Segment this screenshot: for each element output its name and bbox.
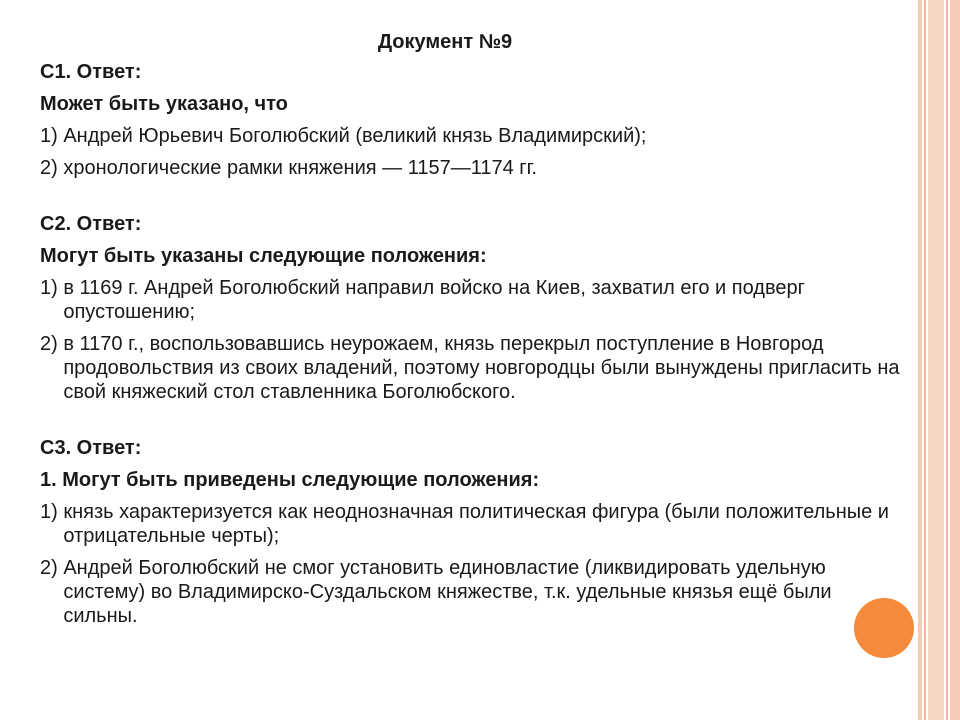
document-title: Документ №9 [377, 31, 513, 53]
stripe [946, 0, 948, 720]
section-heading: С2. Ответ: [40, 213, 142, 235]
list-item [40, 276, 900, 324]
section-heading: С1. Ответ: [40, 61, 142, 83]
section-c1 [40, 60, 900, 180]
section-heading: С3. Ответ: [40, 437, 142, 459]
list-item [40, 156, 900, 180]
item-text: Андрей Боголюбский не смог установить единовластие (ликвидировать удельную систему) во Владимирско-Суздальском княжестве, т.к. удельные князья ещё были сильны. [63, 557, 832, 627]
item-text: Андрей Юрьевич Боголюбский (великий князь Владимирский); [63, 125, 647, 147]
stripe [924, 0, 926, 720]
item-number: 1) [40, 501, 64, 523]
item-number: 2) [40, 157, 64, 179]
list-item [40, 124, 900, 148]
stripe [950, 0, 960, 720]
list-item [40, 556, 900, 628]
section-c2 [40, 212, 900, 404]
section-intro: Могут быть указаны следующие положения: [40, 245, 487, 267]
section-c3 [40, 436, 900, 628]
stripe [918, 0, 922, 720]
section-intro: 1. Могут быть приведены следующие положения: [40, 469, 540, 491]
item-number: 1) [40, 125, 64, 147]
item-text: в 1170 г., воспользовавшись неурожаем, князь перекрыл поступление в Новгород продовольствия из своих владений, поэтому новгородцы были вынуждены пригласить на свой княжеский стол ставленника Боголюбского. [63, 333, 900, 403]
slide-content [40, 30, 900, 636]
item-text: хронологические рамки княжения — 1157—1174 гг. [63, 157, 537, 179]
list-item [40, 332, 900, 404]
item-number: 2) [40, 557, 64, 579]
decorative-stripes [918, 0, 960, 720]
item-number: 2) [40, 333, 64, 355]
stripe [928, 0, 944, 720]
item-text: князь характеризуется как неоднозначная политическая фигура (были положительные и отрицательные черты); [63, 501, 889, 547]
list-item [40, 500, 900, 548]
item-number: 1) [40, 277, 64, 299]
item-text: в 1169 г. Андрей Боголюбский направил войско на Киев, захватил его и подверг опустошению; [63, 277, 805, 323]
section-intro: Может быть указано, что [40, 93, 288, 115]
